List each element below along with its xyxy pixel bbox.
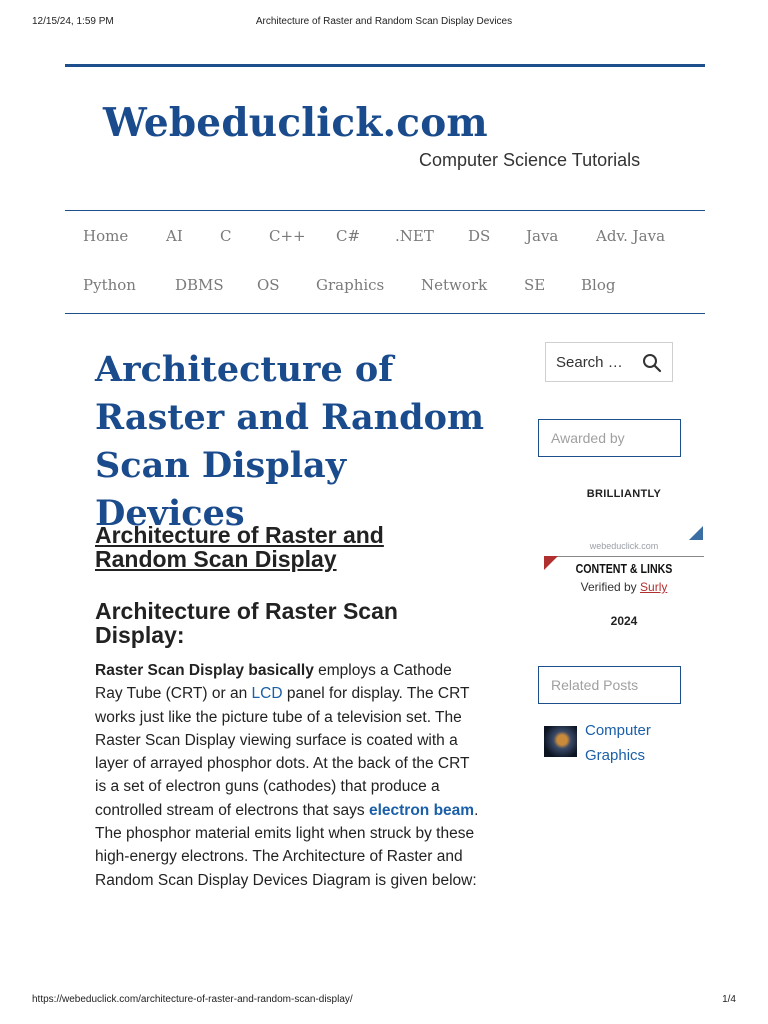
nav-item-python[interactable]: Python bbox=[83, 276, 136, 294]
badge-site: webeduclick.com bbox=[589, 541, 659, 551]
awarded-by-label: Awarded by bbox=[551, 430, 625, 446]
nav-top-border bbox=[65, 210, 705, 211]
nav-item-ds[interactable]: DS bbox=[468, 227, 491, 245]
nav-item-adv-java[interactable]: Adv. Java bbox=[596, 227, 666, 245]
nav-item-java[interactable]: Java bbox=[526, 227, 559, 245]
search-placeholder: Search … bbox=[556, 354, 623, 371]
awarded-by-widget-title bbox=[538, 419, 681, 457]
badge-brilliantly: BRILLIANTLY bbox=[586, 488, 662, 500]
electron-beam-link[interactable]: electron beam bbox=[368, 801, 475, 819]
article-title-line: Scan Display Devices bbox=[95, 445, 347, 534]
related-post-thumbnail[interactable] bbox=[544, 726, 577, 757]
badge-corner-blue bbox=[689, 526, 703, 540]
nav-item-ai[interactable]: AI bbox=[166, 227, 183, 245]
section-heading-line: Architecture of Raster and bbox=[95, 522, 384, 548]
badge-divider bbox=[544, 556, 704, 557]
search-input[interactable] bbox=[545, 342, 673, 382]
nav-item-network[interactable]: Network bbox=[421, 276, 488, 294]
subsection-heading-raster bbox=[95, 599, 475, 647]
nav-item-dotnet[interactable]: .NET bbox=[395, 227, 434, 245]
subsection-heading-line: Architecture of Raster Scan bbox=[95, 598, 398, 624]
print-doc-title: Architecture of Raster and Random Scan Display Devices bbox=[255, 16, 513, 27]
related-post-link-line: Graphics bbox=[585, 746, 646, 764]
paragraph-text: panel for display. The CRT works just like the picture tube of a television set. The Raster Scan Display viewing surface is coated with a layer of arrayed phosphor dots. At the back of the CRT is a set of electron guns (cathodes) that produce a controlled stream of electrons that says bbox=[95, 685, 470, 819]
search-icon[interactable] bbox=[642, 353, 662, 377]
print-page-number: 1/4 bbox=[722, 994, 736, 1005]
badge-year: 2024 bbox=[610, 614, 638, 628]
print-datetime: 12/15/24, 1:59 PM bbox=[32, 16, 114, 27]
nav-item-se[interactable]: SE bbox=[524, 276, 546, 294]
subsection-heading-line: Display: bbox=[95, 622, 185, 648]
lcd-link[interactable]: LCD bbox=[251, 685, 283, 703]
nav-item-blog[interactable]: Blog bbox=[581, 276, 616, 294]
nav-bottom-border bbox=[65, 313, 705, 314]
badge-verified bbox=[544, 580, 704, 594]
related-posts-label: Related Posts bbox=[551, 677, 639, 693]
badge-verified-label: Verified by bbox=[580, 580, 641, 594]
nav-item-csharp[interactable]: C# bbox=[336, 227, 361, 245]
site-tagline: Computer Science Tutorials bbox=[419, 150, 641, 170]
nav-item-os[interactable]: OS bbox=[257, 276, 280, 294]
site-title[interactable]: Webeduclick.com bbox=[103, 100, 488, 146]
article-title bbox=[95, 346, 495, 538]
paragraph-text: employs a Cathode Ray Tube (CRT) or an bbox=[95, 662, 452, 703]
print-header bbox=[32, 16, 736, 30]
related-post-item[interactable] bbox=[544, 719, 724, 769]
article-title-line: Architecture of bbox=[95, 349, 394, 390]
section-heading-architecture[interactable] bbox=[95, 523, 475, 571]
print-url: https://webeduclick.com/architecture-of-raster-and-random-scan-display/ bbox=[32, 994, 353, 1005]
nav-item-cpp[interactable]: C++ bbox=[269, 227, 306, 245]
badge-content-links: CONTENT & LINKS bbox=[575, 562, 673, 576]
related-post-link[interactable] bbox=[585, 719, 705, 768]
header-top-bar bbox=[65, 64, 705, 67]
related-posts-widget-title bbox=[538, 666, 681, 704]
print-footer bbox=[32, 994, 736, 1008]
article-title-line: Raster and Random bbox=[95, 397, 484, 438]
section-heading-line: Random Scan Display bbox=[95, 546, 337, 572]
related-post-link-line: Computer bbox=[585, 722, 651, 739]
nav-item-dbms[interactable]: DBMS bbox=[175, 276, 224, 294]
nav-item-c[interactable]: C bbox=[220, 227, 232, 245]
surly-award-badge[interactable] bbox=[544, 486, 704, 636]
badge-verifier-link[interactable]: Surly bbox=[640, 580, 668, 594]
paragraph-bold-intro: Raster Scan Display basically bbox=[95, 662, 314, 679]
article-paragraph bbox=[95, 659, 480, 892]
paragraph-text: . The phosphor material emits light when struck by these high-energy electrons. The Architecture of Raster and Random Scan Display Devices Diagram is given below: bbox=[95, 801, 479, 889]
nav-item-home[interactable]: Home bbox=[83, 227, 129, 245]
nav-item-graphics[interactable]: Graphics bbox=[316, 276, 385, 294]
